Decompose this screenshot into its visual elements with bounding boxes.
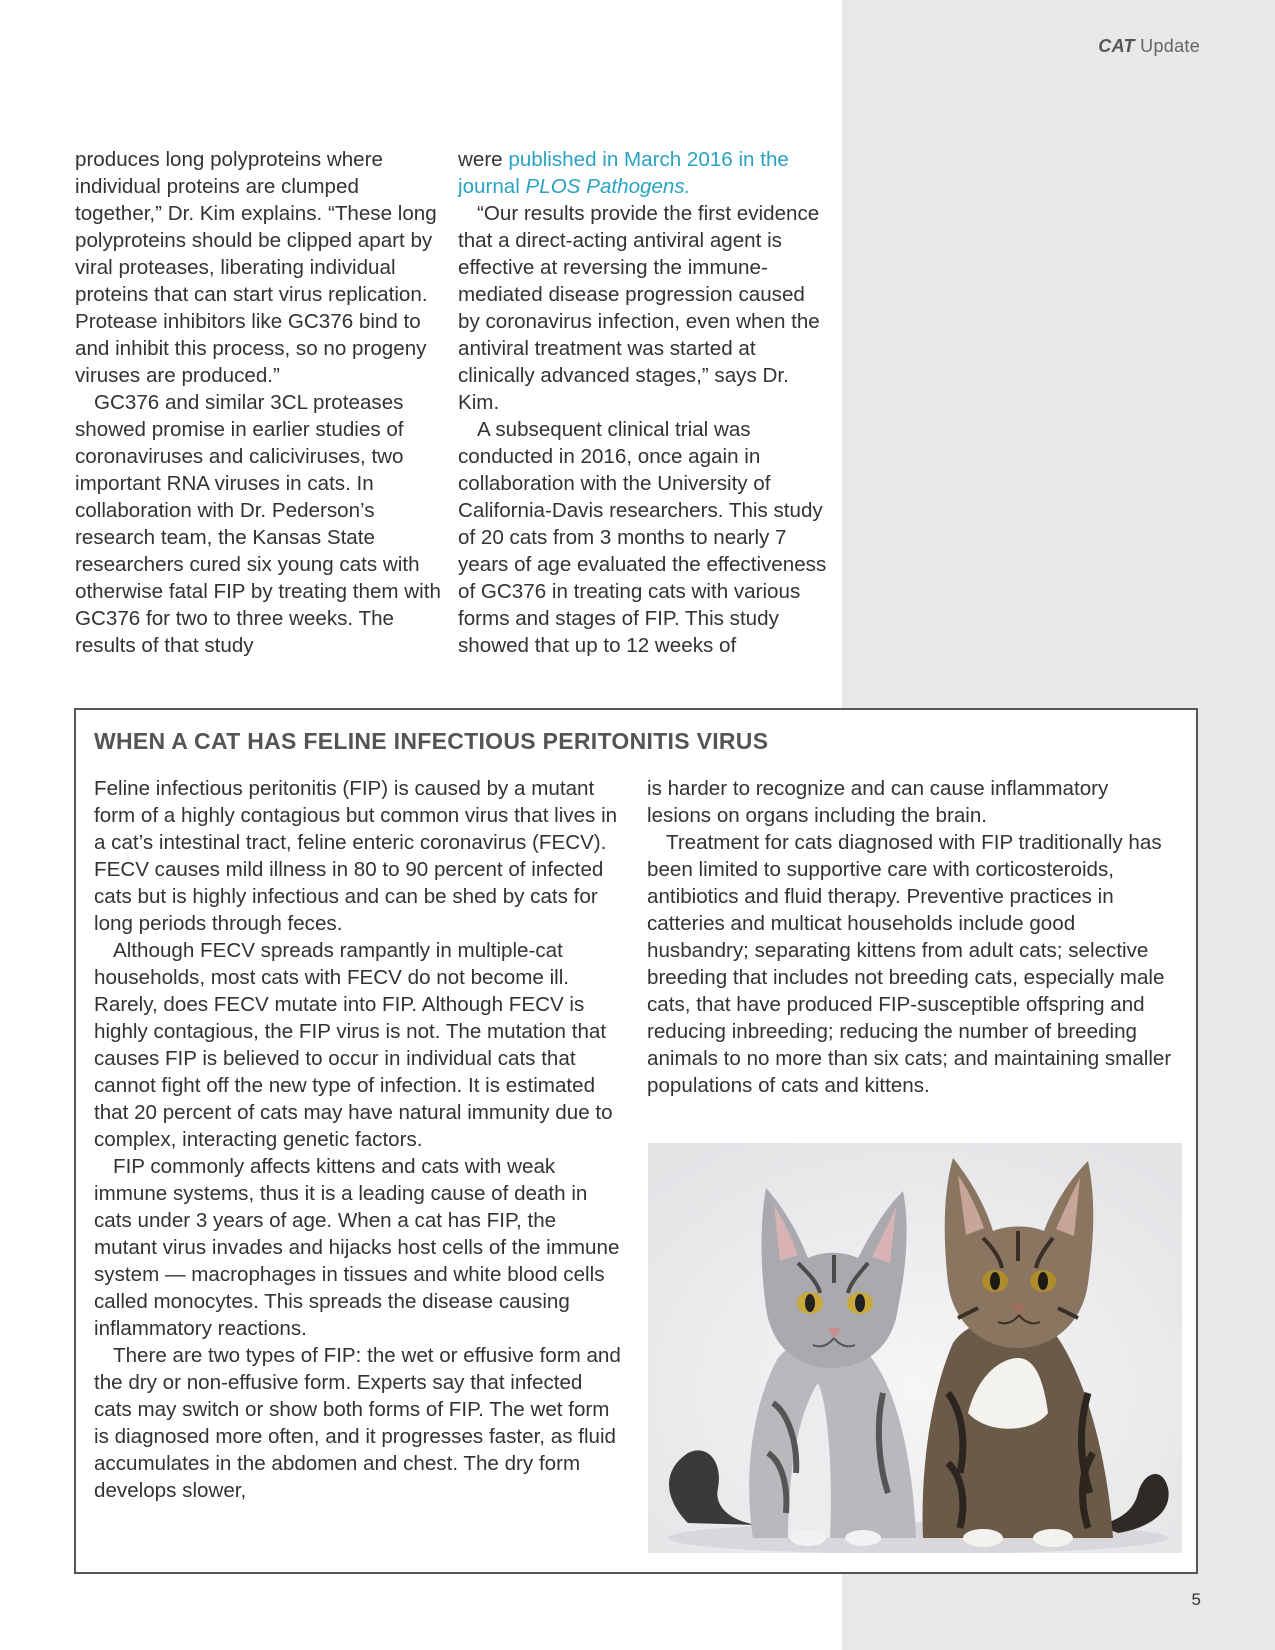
sidebar-paragraph: FIP commonly affects kittens and cats with weak immune systems, thus it is a leading cause of death in cats under 3 years of age. When a cat has FIP, the mutant virus invades and hijacks host cells of the immune system — macrophages in tissues and white blood cells called monocytes. This spreads the disease causing inflammatory reactions.: [94, 1155, 620, 1340]
publication-link-text: published in March 2016 in the journal: [458, 148, 789, 198]
running-header: [1098, 36, 1200, 57]
article-lead-text: were: [458, 148, 509, 171]
fip-sidebar-box: [74, 708, 1198, 1574]
sidebar-column-left: [94, 775, 624, 1504]
two-cats-illustration: [648, 1143, 1182, 1553]
article-paragraph: produces long polyproteins where individual proteins are clumped together,” Dr. Kim explains. “These long polyproteins should be clipped apart by viral proteases, liberating individual proteins that can start virus replication. Protease inhibitors like GC376 bind to and inhibit this process, so no progeny viruses are produced.”: [75, 148, 437, 387]
article-column-left: [75, 146, 445, 659]
sidebar-paragraph: There are two types of FIP: the wet or effusive form and the dry or non-effusive form. Experts say that infected cats may switch or show both forms of FIP. The wet form is diagnosed more often, and it progresses faster, as fluid accumulates in the abdomen and chest. The dry form develops slower,: [94, 1344, 621, 1502]
two-cats-photo: [648, 1143, 1182, 1553]
sidebar-paragraph: Treatment for cats diagnosed with FIP traditionally has been limited to supportive care with corticosteroids, antibiotics and fluid therapy. Preventive practices in catteries and multicat households include good husbandry; separating kittens from adult cats; selective breeding that includes not breeding cats, especially male cats, that have produced FIP-susceptible offspring and reducing inbreeding; reducing the number of breeding animals to no more than six cats; and maintaining smaller populations of cats and kittens.: [647, 831, 1172, 1097]
article-paragraph: GC376 and similar 3CL proteases showed promise in earlier studies of coronaviruses and caliciviruses, two important RNA viruses in cats. In collaboration with Dr. Pederson’s research team, the Kansas State researchers cured six young cats with otherwise fatal FIP by treating them with GC376 for two to three weeks. The results of that study: [75, 391, 441, 657]
page-number: 5: [1191, 1590, 1201, 1609]
header-brand: CAT: [1098, 36, 1135, 56]
sidebar-paragraph: Feline infectious peritonitis (FIP) is caused by a mutant form of a highly contagious but common virus that lives in a cat’s intestinal tract, feline enteric coronavirus (FECV). FECV causes mild illness in 80 to 90 percent of infected cats but is highly infectious and can be shed by cats for long periods through feces.: [94, 777, 618, 935]
publication-link[interactable]: [458, 148, 789, 198]
sidebar-column-right: [647, 775, 1177, 1099]
article-column-right: [458, 146, 828, 659]
sidebar-paragraph: is harder to recognize and can cause inflammatory lesions on organs including the brain.: [647, 777, 1109, 827]
article-paragraph: [458, 146, 828, 200]
article-paragraph: A subsequent clinical trial was conducted in 2016, once again in collaboration with the University of California-Davis researchers. This study of 20 cats from 3 months to nearly 7 years of age evaluated the effectiveness of GC376 in treating cats with various forms and stages of FIP. This study showed that up to 12 weeks of: [458, 418, 827, 657]
sidebar-title: WHEN A CAT HAS FELINE INFECTIOUS PERITONITIS VIRUS: [94, 728, 769, 754]
header-subtitle: Update: [1140, 36, 1200, 56]
article-paragraph: “Our results provide the first evidence that a direct-acting antiviral agent is effective at reversing the immune-mediated disease progression caused by coronavirus infection, even when the antiviral treatment was started at clinically advanced stages,” says Dr. Kim.: [458, 202, 820, 414]
sidebar-paragraph: Although FECV spreads rampantly in multiple-cat households, most cats with FECV do not become ill. Rarely, does FECV mutate into FIP. Although FECV is highly contagious, the FIP virus is not. The mutation that causes FIP is believed to occur in individual cats that cannot fight off the new type of infection. It is estimated that 20 percent of cats may have natural immunity due to complex, interacting genetic factors.: [94, 939, 613, 1151]
journal-name: PLOS Pathogens.: [525, 175, 691, 198]
